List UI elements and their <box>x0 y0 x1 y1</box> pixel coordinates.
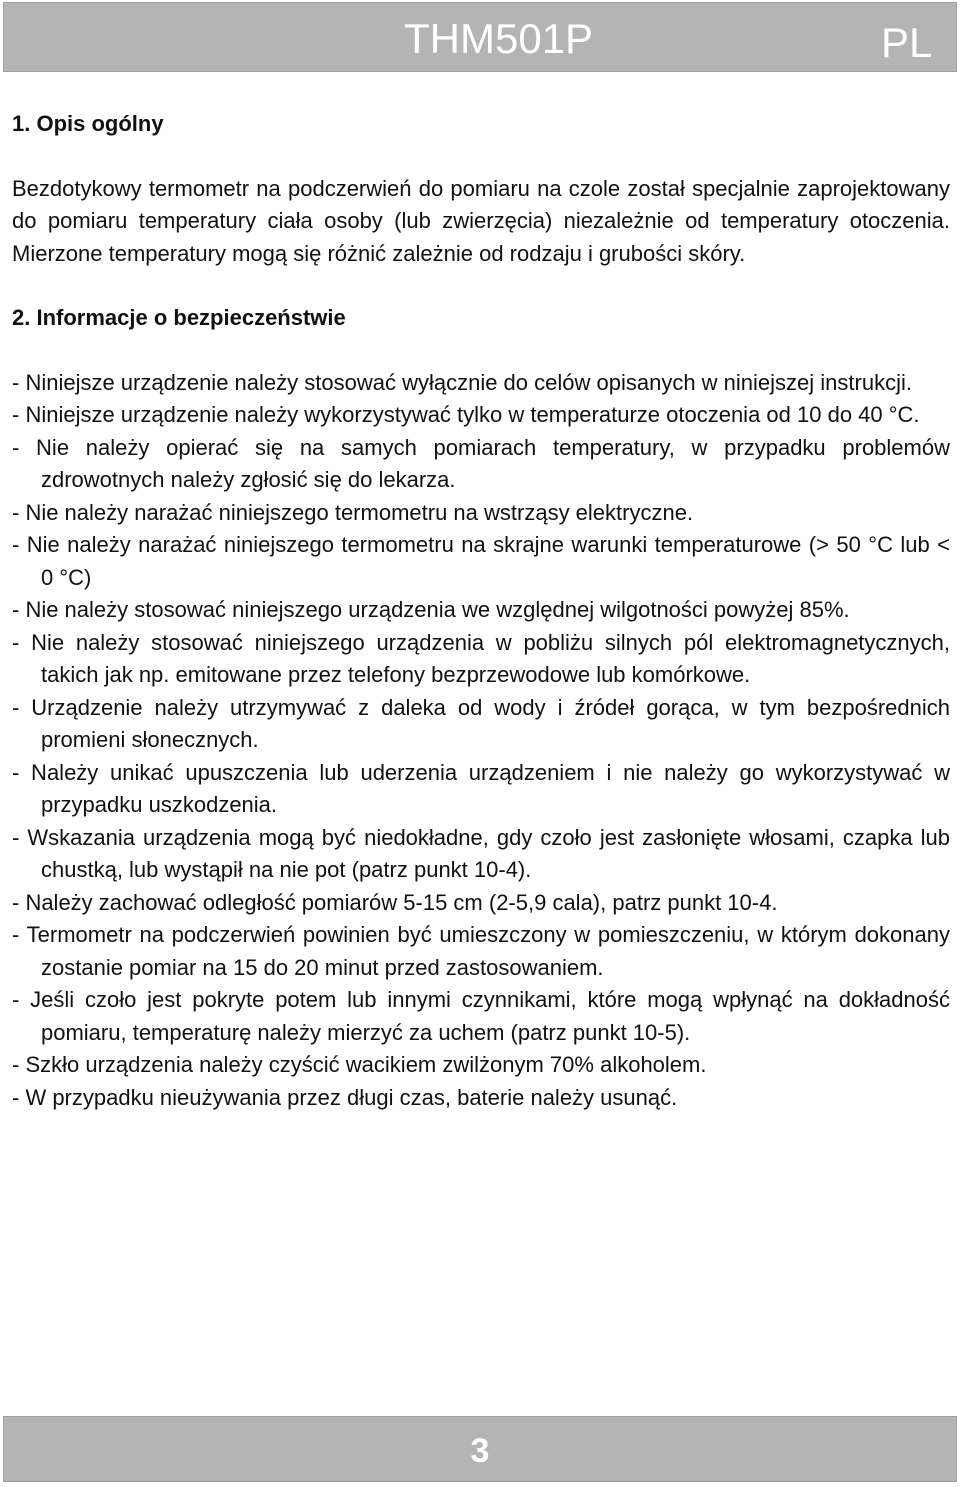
list-item: - Nie należy narażać niniejszego termometru na skrajne warunki temperaturowe (> 50 °C lub < 0 °C) <box>12 532 950 590</box>
list-item: - Jeśli czoło jest pokryte potem lub innymi czynnikami, które mogą wpłynąć na dokładność pomiaru, temperaturę należy mierzyć za uchem (patrz punkt 10-5). <box>12 987 950 1045</box>
list-item: - W przypadku nieużywania przez długi czas, baterie należy usunąć. <box>12 1084 678 1110</box>
general-description: Bezdotykowy termometr na podczerwień do pomiaru na czole został specjalnie zaprojektowany do pomiaru temperatury ciała osoby (lub zwierzęcia) niezależnie od temperatury otoczenia. Mierzone temperatury mogą się różnić zależnie od rodzaju i grubości skóry. <box>12 175 950 266</box>
list-item: - Należy unikać upuszczenia lub uderzenia urządzeniem i nie należy go wykorzystywać w przypadku uszkodzenia. <box>12 759 950 817</box>
model-name: THM501P <box>404 15 594 62</box>
language-code: PL <box>881 19 933 66</box>
section-title-safety: 2. Informacje o bezpieczeństwie <box>12 305 346 330</box>
list-item: - Wskazania urządzenia mogą być niedokładne, gdy czoło jest zasłonięte włosami, czapka lub chustką, lub wystąpił na nie pot (patrz punkt 10-4). <box>12 824 950 882</box>
list-item: - Niniejsze urządzenie należy wykorzystywać tylko w temperaturze otoczenia od 10 do 40 °C. <box>12 402 920 427</box>
list-item: - Należy zachować odległość pomiarów 5-15 cm (2-5,9 cala), patrz punkt 10-4. <box>12 889 778 915</box>
document-body <box>12 108 950 1114</box>
section-title-general: 1. Opis ogólny <box>12 111 164 136</box>
list-item: - Nie należy stosować niniejszego urządzenia we względnej wilgotności powyżej 85%. <box>12 597 850 622</box>
list-item: - Termometr na podczerwień powinien być umieszczony w pomieszczeniu, w którym dokonany zostanie pomiar na 15 do 20 minut przed zastosowaniem. <box>12 922 950 980</box>
safety-list <box>12 367 950 1115</box>
list-item: - Niniejsze urządzenie należy stosować wyłącznie do celów opisanych w niniejszej instrukcji. <box>12 369 912 395</box>
footer-band <box>3 1416 957 1482</box>
list-item: - Nie należy opierać się na samych pomiarach temperatury, w przypadku problemów zdrowotnych należy zgłosić się do lekarza. <box>12 434 950 492</box>
page-number: 3 <box>470 1432 490 1470</box>
list-item: - Szkło urządzenia należy czyścić wacikiem zwilżonym 70% alkoholem. <box>12 1052 707 1077</box>
list-item: - Nie należy narażać niniejszego termometru na wstrząsy elektryczne. <box>12 499 694 525</box>
header-band <box>3 2 957 72</box>
list-item: - Nie należy stosować niniejszego urządzenia w pobliżu silnych pól elektromagnetycznych, takich jak np. emitowane przez telefony bezprzewodowe lub komórkowe. <box>12 629 950 687</box>
list-item: - Urządzenie należy utrzymywać z daleka od wody i źródeł gorąca, w tym bezpośrednich promieni słonecznych. <box>12 694 950 752</box>
